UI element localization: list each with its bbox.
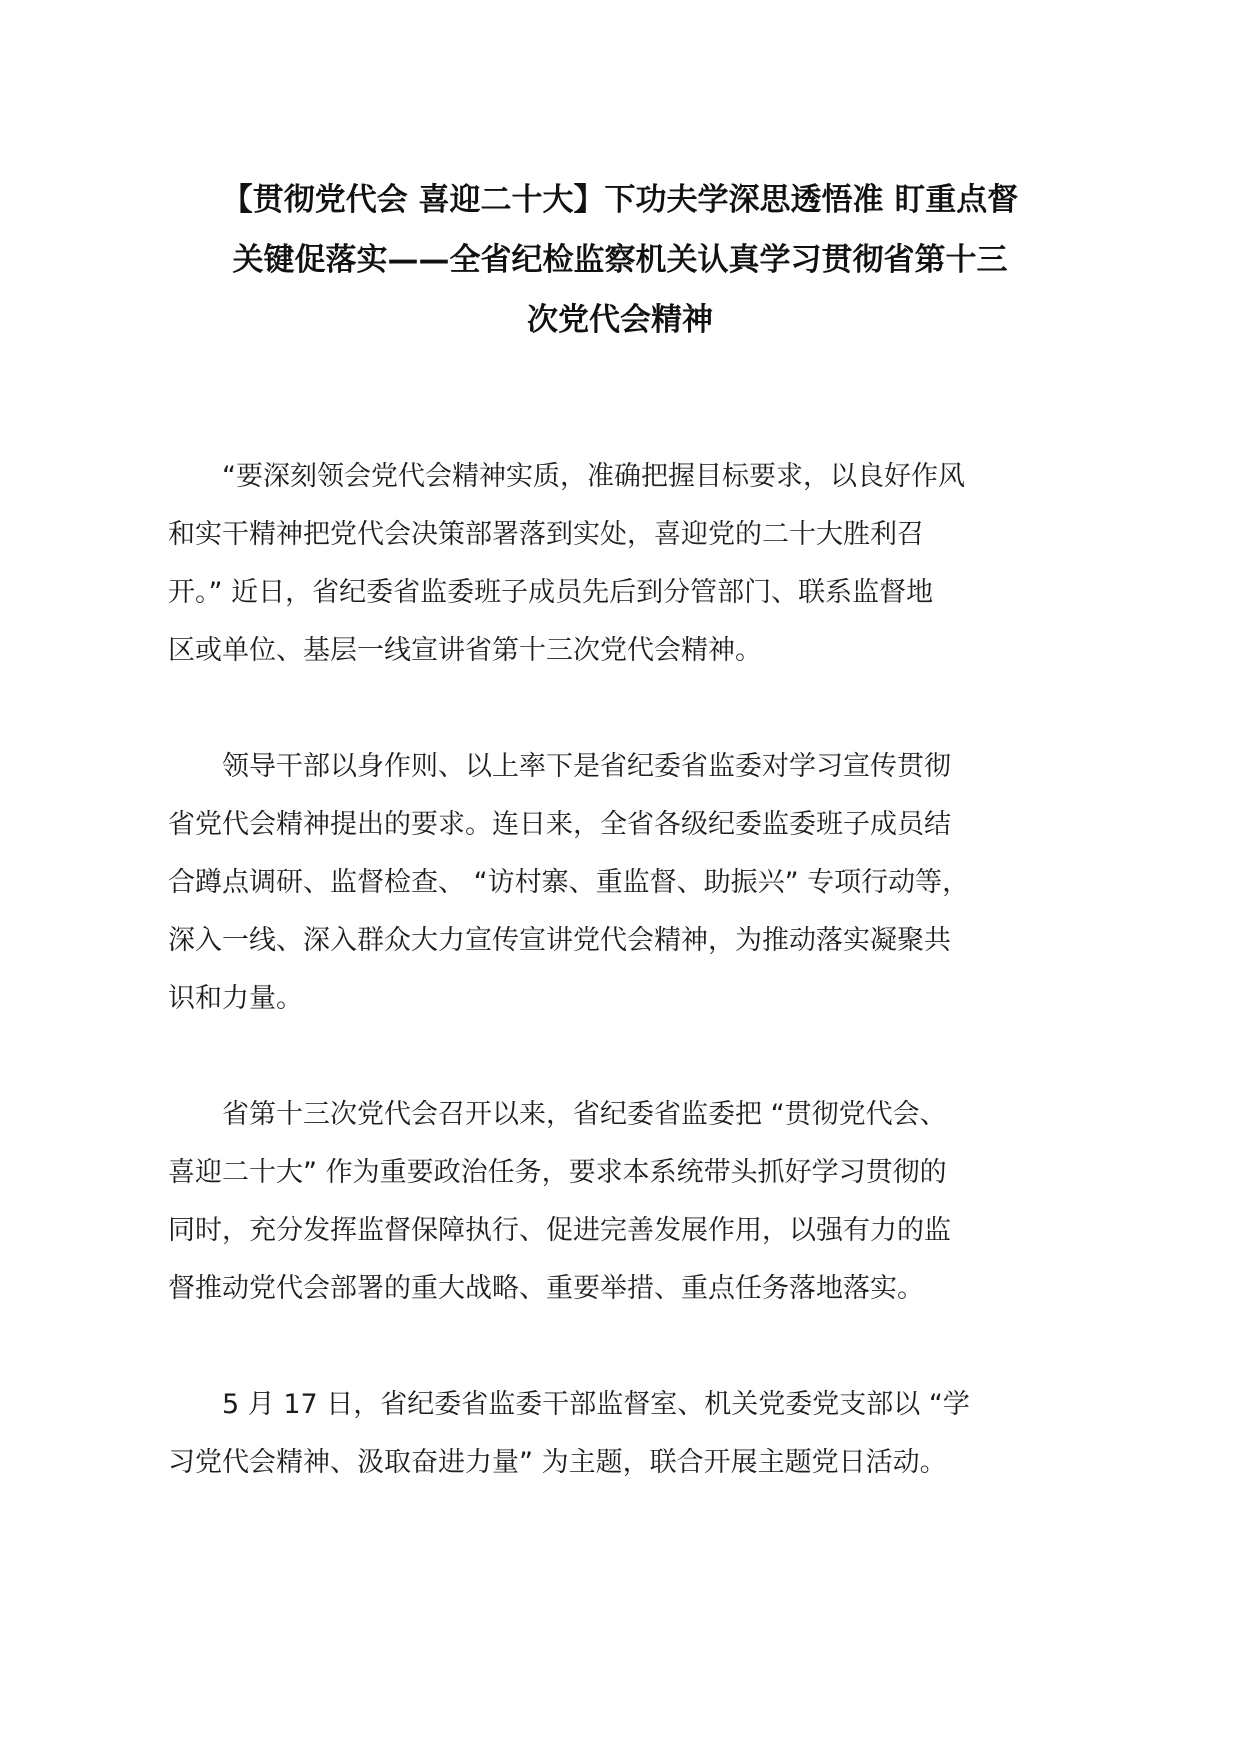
text-line: 开。” 近日，省纪委省监委班子成员先后到分管部门、联系监督地 bbox=[168, 577, 934, 608]
text-line: 区或单位、基层一线宣讲省第十三次党代会精神。 bbox=[168, 635, 762, 666]
paragraph-4 bbox=[168, 1376, 1088, 1492]
document-title bbox=[170, 170, 1070, 350]
text-line: “要深刻领会党代会精神实质，准确把握目标要求，以良好作风 bbox=[222, 461, 965, 492]
text-line: 领导干部以身作则、以上率下是省纪委省监委对学习宣传贯彻 bbox=[222, 751, 951, 782]
title-line: 【贯彻党代会 喜迎二十大】下功夫学深思透悟准 盯重点督 bbox=[221, 182, 1019, 218]
document-body bbox=[168, 448, 1088, 1550]
text-line: 5 月 17 日，省纪委省监委干部监督室、机关党委党支部以 “学 bbox=[222, 1389, 970, 1420]
paragraph-1 bbox=[168, 448, 1088, 680]
text-line: 省党代会精神提出的要求。连日来，全省各级纪委监委班子成员结 bbox=[168, 809, 951, 840]
text-line: 习党代会精神、汲取奋进力量” 为主题，联合开展主题党日活动。 bbox=[168, 1447, 947, 1478]
text-line: 合蹲点调研、监督检查、 “访村寨、重监督、助振兴” 专项行动等， bbox=[168, 867, 970, 898]
text-line: 识和力量。 bbox=[168, 983, 303, 1014]
text-line: 督推动党代会部署的重大战略、重要举措、重点任务落地落实。 bbox=[168, 1273, 924, 1304]
text-line: 省第十三次党代会召开以来，省纪委省监委把 “贯彻党代会、 bbox=[222, 1099, 947, 1130]
text-line: 喜迎二十大” 作为重要政治任务，要求本系统带头抓好学习贯彻的 bbox=[168, 1157, 947, 1188]
text-line: 同时，充分发挥监督保障执行、促进完善发展作用，以强有力的监 bbox=[168, 1215, 951, 1246]
text-line: 深入一线、深入群众大力宣传宣讲党代会精神，为推动落实凝聚共 bbox=[168, 925, 951, 956]
text-line: 和实干精神把党代会决策部署落到实处，喜迎党的二十大胜利召 bbox=[168, 519, 924, 550]
title-line: 关键促落实——全省纪检监察机关认真学习贯彻省第十三 bbox=[232, 242, 1008, 278]
paragraph-3 bbox=[168, 1086, 1088, 1318]
title-line: 次党代会精神 bbox=[527, 302, 713, 338]
paragraph-2 bbox=[168, 738, 1088, 1028]
